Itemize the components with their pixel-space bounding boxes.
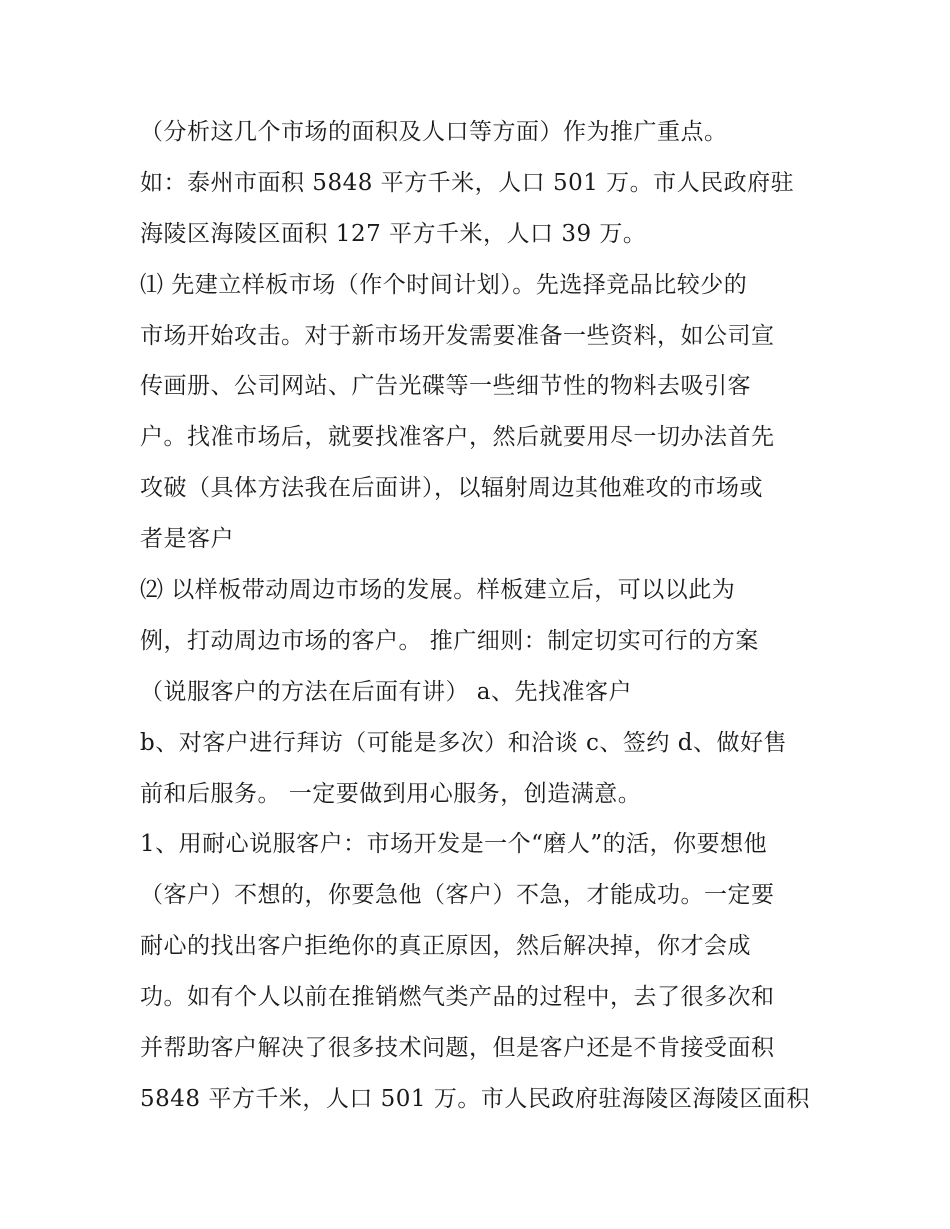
text-line: 前和后服务。 一定要做到用心服务，创造满意。 (140, 780, 642, 807)
text-line: （分析这几个市场的面积及人口等方面）作为推广重点。 (140, 119, 728, 145)
text-line: 海陵区海陵区面积 127 平方千米，人口 39 万。 (140, 220, 647, 247)
text-line: 耐心的找出客户拒绝你的真正原因，然后解决掉，你才会成 (140, 933, 751, 960)
body-text (140, 107, 820, 1125)
text-line: ⑴ 先建立样板市场（作个时间计划）。先选择竞品比较少的 (140, 271, 748, 298)
text-line: 5848 平方千米，人口 501 万。市人民政府驻海陵区海陵区面积 (140, 1085, 810, 1112)
text-line: 市场开始攻击。对于新市场开发需要准备一些资料，如公司宣 (140, 322, 775, 349)
text-line: 例，打动周边市场的客户。 推广细则：制定切实可行的方案 (140, 627, 759, 654)
text-line: 并帮助客户解决了很多技术问题，但是客户还是不肯接受面积 (140, 1035, 775, 1062)
text-line: 如：泰州市面积 5848 平方千米，人口 501 万。市人民政府驻 (140, 169, 795, 196)
text-line: 攻破（具体方法我在后面讲），以辐射周边其他难攻的市场或 (140, 475, 763, 502)
text-line: （说服客户的方法在后面有讲） a、先找准客户 (140, 678, 633, 705)
text-line: 户。找准市场后，就要找准客户，然后就要用尽一切办法首先 (140, 424, 775, 451)
text-line: 传画册、公司网站、广告光碟等一些细节性的物料去吸引客 (140, 373, 751, 400)
text-line: （客户）不想的，你要急他（客户）不急，才能成功。一定要 (140, 882, 775, 909)
text-line: 1、用耐心说服客户：市场开发是一个“磨人”的活，你要想他 (140, 831, 768, 858)
text-line: 功。如有个人以前在推销燃气类产品的过程中，去了很多次和 (140, 984, 775, 1011)
text-line: b、对客户进行拜访（可能是多次）和洽谈 c、签约 d、做好售 (140, 729, 787, 756)
text-line: ⑵ 以样板带动周边市场的发展。样板建立后，可以以此为 (140, 577, 736, 604)
text-line: 者是客户 (140, 526, 234, 553)
